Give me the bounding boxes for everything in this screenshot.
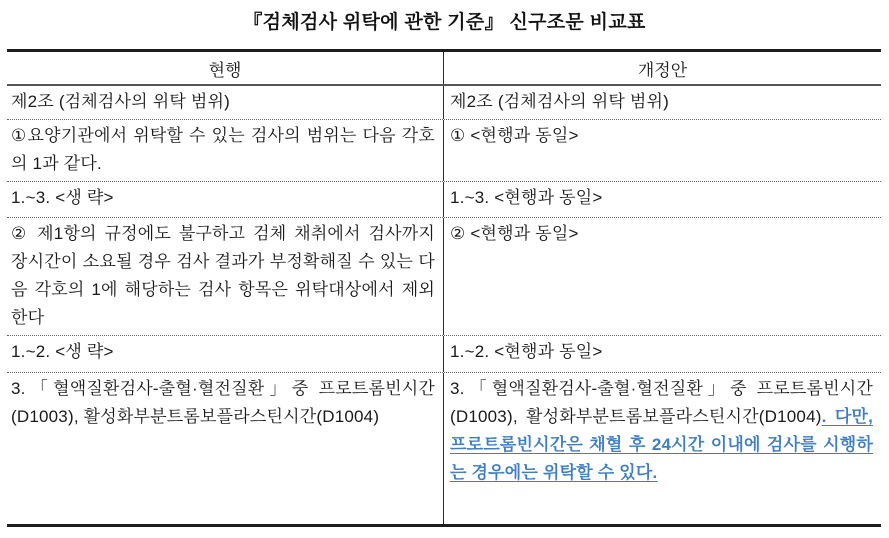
cell-current-paragraph-1: ①요양기관에서 위탁할 수 있는 검사의 범위는 다음 각호의 1과 같다. <box>7 120 444 181</box>
table-row <box>7 336 881 373</box>
cell-current-items-1-2: 1.~2. <생 략> <box>7 336 444 372</box>
cell-current-paragraph-2: ② 제1항의 규정에도 불구하고 검체 채취에서 검사까지 장시간이 소요될 경우 검사 결과가 부정확해질 수 있는 다음 각호의 1에 해당하는 검사 항목은 위탁대상에서 제외한다 <box>7 218 444 335</box>
table-row <box>7 86 881 120</box>
table-row <box>7 218 881 336</box>
cell-revised-article: 제2조 (검체검사의 위탁 범위) <box>450 92 669 111</box>
table-row <box>7 120 881 182</box>
revised-item-3-added-provision-text: . 다만, 프로트롬빈시간은 채혈 후 24시간 이내에 검사를 시행하는 경우에는 위탁할 수 있다. <box>450 407 873 482</box>
revised-item-3-base-text: 3.「혈액질환검사-출혈·혈전질환」중 프로트롬빈시간(D1003), 활성화부분트롬보플라스틴시간(D1004) <box>450 379 873 426</box>
cell-revised-paragraph-1: ① <현행과 동일> <box>450 126 579 145</box>
document-title: 『검체검사 위탁에 관한 기준』 신구조문 비교표 <box>243 12 646 33</box>
cell-revised-items-1-2: 1.~2. <현행과 동일> <box>450 342 603 361</box>
cell-revised-item-3 <box>444 373 881 524</box>
column-header-current: 현행 <box>7 52 444 84</box>
column-header-revised: 개정안 <box>637 60 688 80</box>
cell-current-article: 제2조 (검체검사의 위탁 범위) <box>7 86 444 119</box>
table-row <box>7 182 881 218</box>
table-header-row <box>7 52 881 86</box>
cell-current-item-3: 3.「혈액질환검사-출혈·혈전질환」중 프로트롬빈시간(D1003), 활성화부분트롬보플라스틴시간(D1004) <box>7 373 444 524</box>
cell-revised-items-1-3: 1.~3. <현행과 동일> <box>450 188 603 207</box>
cell-revised-paragraph-2: ② <현행과 동일> <box>450 224 579 243</box>
cell-current-items-1-3: 1.~3. <생 략> <box>7 182 444 217</box>
table-row <box>7 373 881 524</box>
comparison-table <box>7 49 881 527</box>
table-body <box>7 86 881 524</box>
